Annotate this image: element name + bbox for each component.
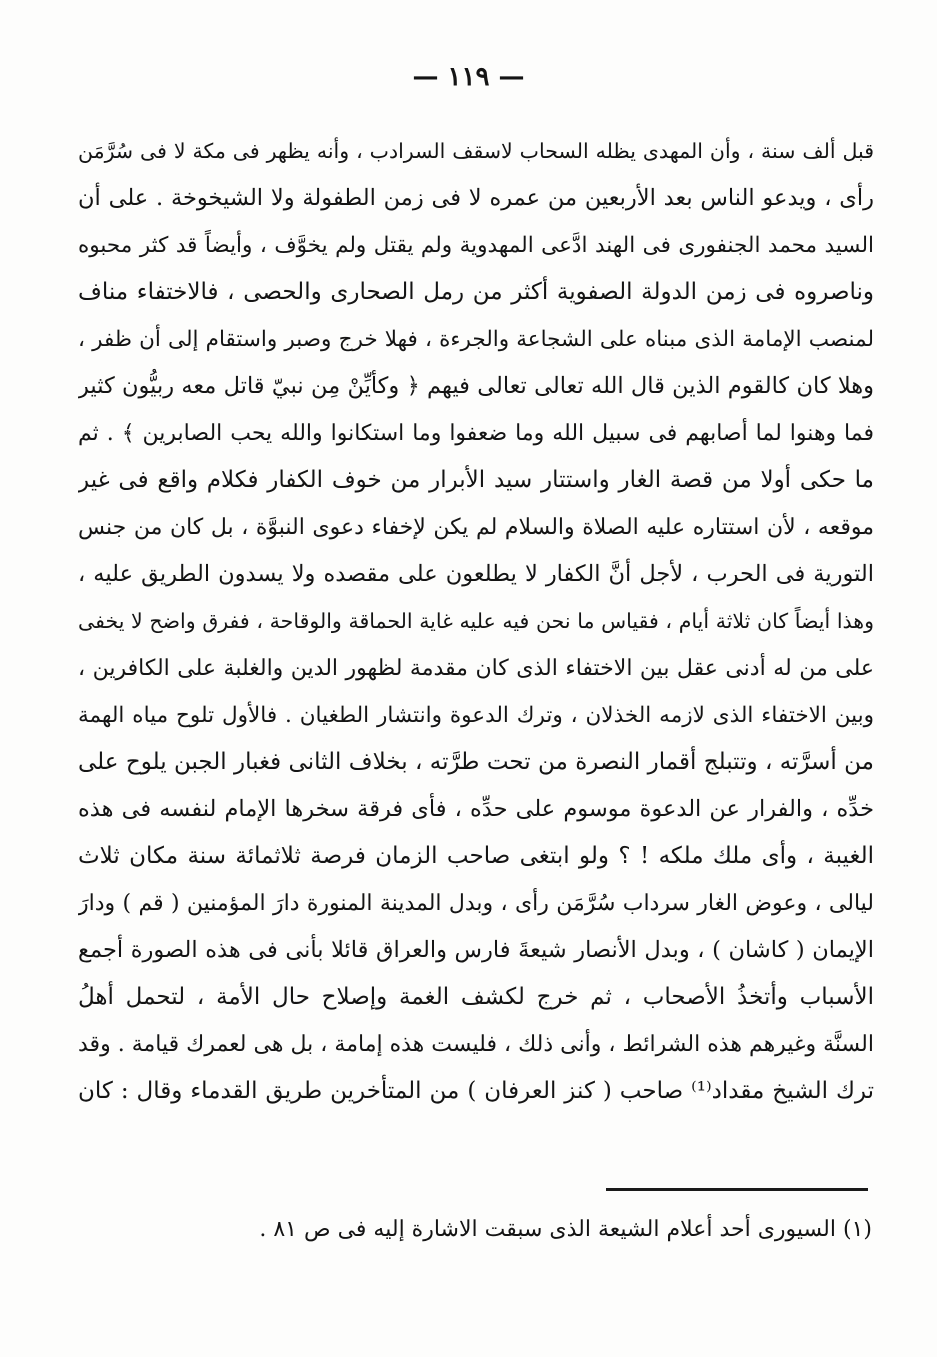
text-line: الإيمان ( كاشان ) ، وبدل الأنصار شيعةَ فارس والعراق قائلا بأنى فى هذه الصورة أجمع [78,937,874,963]
text-line: قبل ألف سنة ، وأن المهدى يظله السحاب لاسقف السرادب ، وأنه يظهر فى مكة لا فى سُرَّمَن [78,139,874,163]
text-line: وبين الاختفاء الذى لازمه الخذلان ، وترك الدعوة وانتشار الطغيان . فالأول تلوح مياه الهمة [78,703,874,728]
text-line: وناصروه فى زمن الدولة الصفوية أكثر من رمل الصحارى والحصى ، فالاختفاء مناف [78,279,874,305]
text-line: خدِّه ، والفرار عن الدعوة موسوم على حدِّه ، فأى فرقة سخرها الإمام لنفسه فى هذه [78,796,874,822]
page-number: — ١١٩ — [412,62,525,92]
text-line: فما وهنوا لما أصابهم فى سبيل الله وما ضعفوا وما استكانوا والله يحب الصابرين ﴾ . ثم [78,421,874,446]
text-line: الأسباب وأتخذُ الأصحاب ، ثم خرج لكشف الغمة وإصلاح حال الأمة ، لتحمل أهلُ [78,984,874,1010]
text-line: الغيبة ، وأى ملك ملكه ! ؟ ولو ابتغى صاحب الزمان فرصة ثلاثمائة سنة مكان ثلاث [78,843,874,869]
text-line: ليالى ، وعوض الغار سرداب سُرَّمَن رأى ، وبدل المدينة المنورة دارَ المؤمنين ( قم ) ودارَ [78,891,874,916]
text-line: السنَّة وغيرهم هذه الشرائط ، وأنى ذلك ، فليست هذه إمامة ، بل هى لعمرك قيامة . وقد [78,1032,874,1057]
footnote: (١) السيورى أحد أعلام الشيعة الذى سبقت الاشارة إليه فى ص ٨١ . [259,1217,872,1242]
text-line: لمنصب الإمامة الذى مبناه على الشجاعة والجرءة ، فهلا خرج وصبر واستقام إلى أن ظفر ، [78,327,874,352]
text-line: ترك الشيخ مقداد⁽¹⁾ صاحب ( كنز العرفان ) من المتأخرين طريق القدماء وقال : كان [78,1078,874,1104]
text-line: التورية فى الحرب ، لأجل أنَّ الكفار لا يطلعون على مقصده ولا يسدون الطريق عليه ، [78,561,874,587]
footnote-divider [606,1188,868,1191]
text-line: السيد محمد الجنفورى فى الهند ادَّعى المهدوية ولم يقتل ولم يخوَّف ، وأيضاً قد كثر محبوه [78,233,874,258]
text-line: على من له أدنى عقل بين الاختفاء الذى كان مقدمة لظهور الدين والغلبة على الكافرين ، [78,656,874,681]
main-text-block [78,128,874,1115]
text-line: ما حكى أولا من قصة الغار واستتار سيد الأبرار من خوف الكفار فكلام واقع فى غير [78,467,874,493]
text-line: من أسرَّته ، وتتبلج أقمار النصرة من تحت طرَّته ، بخلاف الثانى فغبار الجبن يلوح على [78,749,874,775]
text-line: وهذا أيضاً كان ثلاثة أيام ، فقياس ما نحن فيه عليه غاية الحماقة والوقاحة ، ففرق واضح لا يخفى [78,609,874,633]
text-line: رأى ، ويدعو الناس بعد الأربعين من عمره لا فى زمن الطفولة ولا الشيخوخة . على أن [78,185,874,211]
text-line: موقعه ، لأن استتاره عليه الصلاة والسلام لم يكن لإخفاء دعوى النبوَّة ، بل كان من جنس [78,515,874,540]
text-line: وهلا كان كالقوم الذين قال الله تعالى تعالى فيهم ﴿ وكأيِّنْ مِن نبيّ قاتل معه ربيُّون كثير [78,373,874,399]
